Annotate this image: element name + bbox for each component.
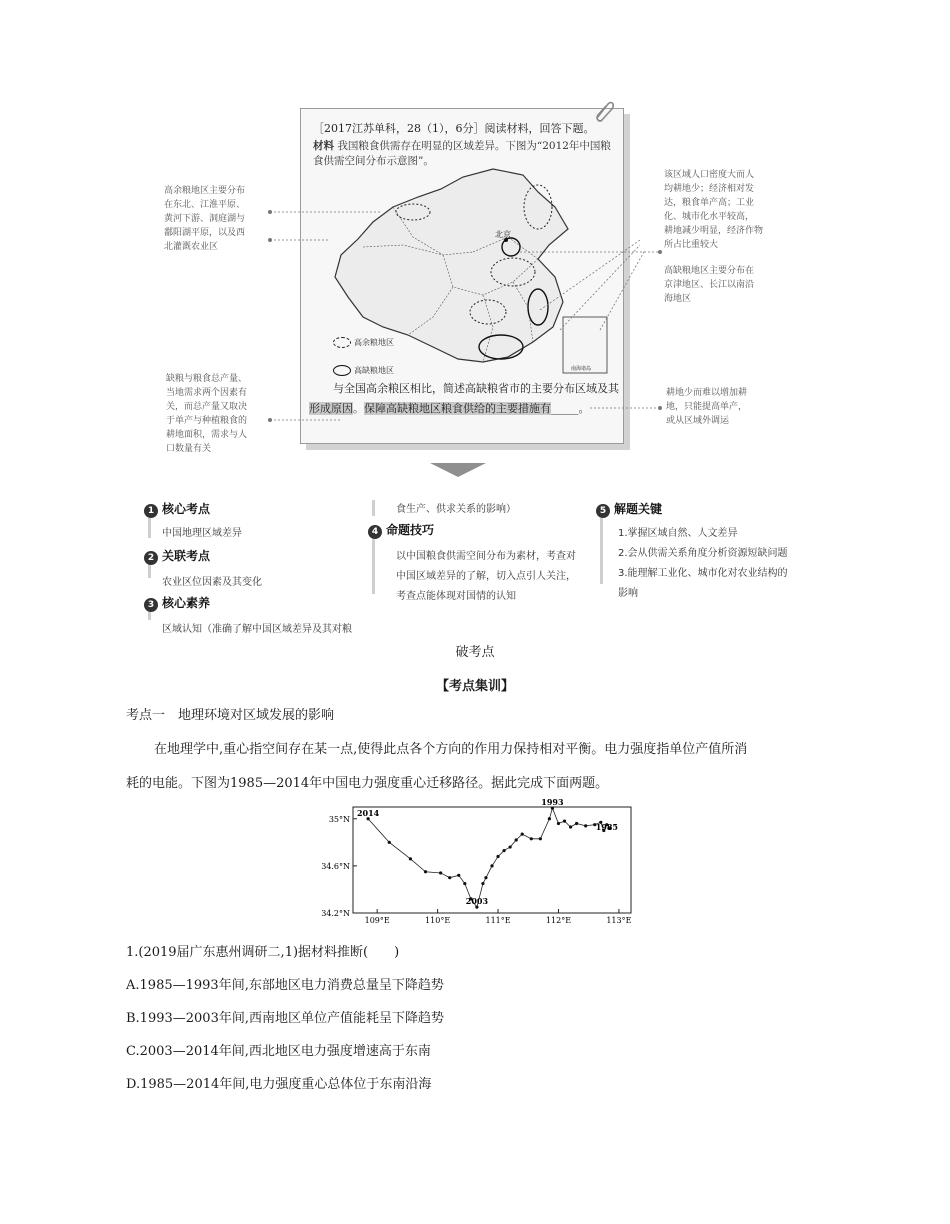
data-point [515, 838, 518, 841]
data-point [530, 837, 533, 840]
beijing-label: 北京 [495, 230, 511, 239]
option-d[interactable]: D.1985—2014年间,电力强度重心总体位于东南沿海 [126, 1077, 432, 1092]
technique-text: 以中国粮食供需空间分布为素材，考查对 中国区域差异的了解，切入点引人关注， 考查点能体现对国情的认知 [396, 551, 576, 602]
x-tick-label: 112°E [545, 916, 572, 925]
core-literacy-heading: 3 核心素养 [144, 594, 352, 612]
inset-label: 南海诸岛 [571, 366, 592, 372]
data-point [388, 841, 391, 844]
core-literacy-text: 区域认知（准确了解中国区域差异及其对粮 [162, 624, 352, 635]
note-right-top: 该区域人口密度大而人 均耕地少；经济相对发 达，粮食单产高；工业 化、城市化水平较高， 耕地减少明显，经济作物 所占比重较大 [664, 170, 764, 250]
y-tick-label: 35°N [328, 814, 350, 824]
data-point [569, 825, 572, 828]
technique-heading: 4 命题技巧 [368, 521, 576, 539]
option-c[interactable]: C.2003—2014年间,西北地区电力强度增速高于东南 [126, 1044, 431, 1059]
summary-col3 [596, 500, 788, 604]
card-question: 与全国高余粮区相比，简述高缺粮省市的主要分布区域及其 形成原因。保障高缺粮地区粮食供给的主要措施有_____。 [309, 382, 619, 415]
material-body: 我国粮食供需存在明显的区域差异。下图为“2012年中国粮食供需空间分布示意图”。 [313, 140, 611, 167]
y-tick-label: 34.6°N [321, 861, 350, 871]
note-left-top: 高余粮地区主要分布 在东北、江淮平原、 黄河下游、洞庭湖与 鄱阳湖平原，以及西 北灌溉农业区 [164, 186, 246, 252]
option-a[interactable]: A.1985—1993年间,东部地区电力消费总量呈下降趋势 [126, 978, 444, 993]
subsection-title: 【考点集训】 [435, 679, 514, 694]
paragraph-1: 在地理学中,重心指空间存在某一点,使得此点各个方向的作用力保持相对平衡。电力强度指单位产值所消 [154, 742, 748, 757]
data-point [509, 845, 512, 848]
data-point [563, 820, 566, 823]
data-point [496, 855, 499, 858]
data-point [484, 876, 487, 879]
summary-col2 [368, 500, 576, 607]
x-tick-label: 113°E [606, 916, 632, 925]
data-point [424, 870, 427, 873]
data-point [490, 864, 493, 867]
y-tick-label: 34.2°N [321, 909, 350, 918]
key-text: 1.掌握区域自然、人文差异 2.会从供需关系角度分析资源短缺问题 3.能理解工业化、城市化对农业结构的 影响 [618, 528, 788, 599]
data-point [584, 824, 587, 827]
section-title: 破考点 [455, 645, 495, 660]
data-point [539, 837, 542, 840]
data-point [463, 882, 466, 885]
core-point-text: 中国地理区域差异 [162, 528, 242, 539]
related-point-heading: 2 关联考点 [144, 547, 352, 565]
leader-lines [0, 0, 950, 470]
year-annotation: 2003 [465, 896, 489, 907]
paragraph-2: 耗的电能。下图为1985—2014年中国电力强度重心迁移路径。据此完成下面两题。 [126, 776, 609, 791]
data-point [457, 874, 460, 877]
note-left-bottom: 缺粮与粮食总产量、 当地需求两个因素有 关，而总产量又取决 于单产与种植粮食的 耕地面积，需求与人 口数量有关 [166, 374, 248, 454]
data-point [439, 871, 442, 874]
data-point [521, 832, 524, 835]
question-1: 1.(2019届广东惠州调研二,1)据材料推断( ) [126, 945, 400, 960]
data-point [575, 822, 578, 825]
data-point [448, 876, 451, 879]
data-point [481, 882, 484, 885]
data-point [548, 817, 551, 820]
data-point [557, 822, 560, 825]
core-point-heading: 1 核心考点 [144, 500, 352, 518]
power-intensity-chart [321, 797, 636, 927]
year-annotation: 2014 [356, 807, 380, 818]
topic-line: 考点一 地理环境对区域发展的影响 [126, 708, 335, 723]
chart-frame [353, 807, 631, 913]
key-heading: 5 解题关键 [596, 500, 788, 518]
core-literacy-cont: 食生产、供求关系的影响） [396, 504, 516, 515]
down-arrow-icon [430, 463, 486, 477]
option-b[interactable]: B.1993—2003年间,西南地区单位产值能耗呈下降趋势 [126, 1011, 444, 1026]
year-annotation: 1993 [541, 797, 564, 808]
legend-surplus: 高余粮地区 [333, 337, 394, 348]
related-point-text: 农业区位因素及其变化 [162, 577, 262, 588]
x-tick-label: 110°E [425, 916, 451, 925]
material-label: 材料 [313, 140, 334, 152]
data-point [502, 849, 505, 852]
summary-col1 [144, 500, 352, 635]
legend-deficit: 高缺粮地区 [333, 365, 394, 376]
x-tick-label: 109°E [364, 916, 390, 925]
year-annotation: 1985 [595, 821, 618, 832]
data-point [409, 857, 412, 860]
x-tick-label: 111°E [485, 916, 511, 925]
note-right-bottom: 耕地少而难以增加耕 地，只能提高单产， 或从区域外调运 [666, 388, 748, 426]
note-right-mid: 高缺粮地区主要分布在 京津地区、长江以南沿 海地区 [664, 266, 755, 304]
source-line: ［2017江苏单科，28（1），6分］阅读材料，回答下题。 [313, 122, 595, 135]
